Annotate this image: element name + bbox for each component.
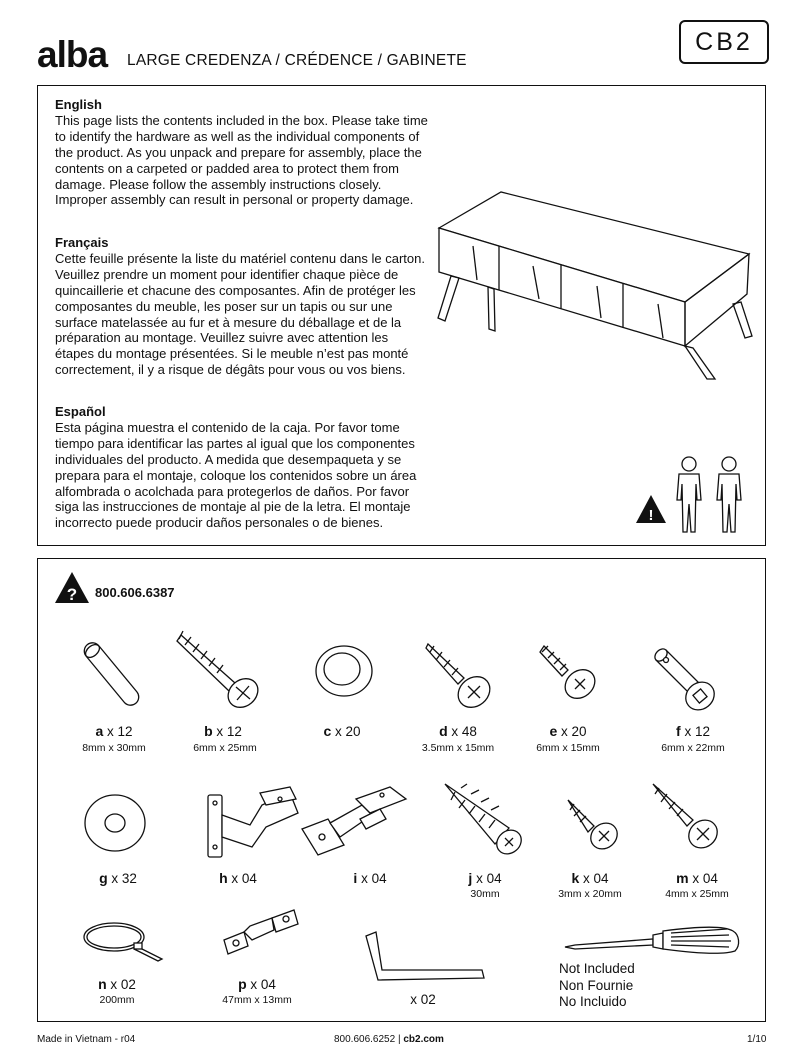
lang-heading: Français — [55, 235, 109, 250]
brand-name: alba — [37, 34, 108, 75]
part-qty: x 12 — [684, 724, 710, 739]
part-size-a: 8mm x 30mm — [82, 742, 146, 754]
instructions-french — [55, 235, 430, 378]
part-letter: g — [99, 870, 108, 886]
product-title: LARGE CREDENZA / CRÉDENCE / GABINETE — [127, 52, 467, 69]
lang-heading: English — [55, 97, 102, 112]
warning-glyph: ! — [648, 507, 654, 524]
not-included-en: Not Included — [559, 961, 635, 976]
part-label-i — [310, 870, 430, 886]
footer-phone: 800.606.6252 — [334, 1034, 396, 1045]
part-letter: m — [676, 870, 689, 886]
part-qty: x 02 — [410, 992, 436, 1007]
part-qty: x 48 — [451, 724, 477, 739]
instructions-spanish — [55, 404, 430, 531]
not-included-fr: Non Fournie — [559, 977, 634, 993]
not-included-note — [559, 961, 635, 1011]
part-qty: x 12 — [107, 724, 133, 739]
part-label-g — [58, 870, 178, 886]
instructions-panel — [37, 85, 766, 546]
part-size-d: 3.5mm x 15mm — [421, 742, 495, 754]
part-letter: j — [468, 870, 473, 886]
part-label-d — [398, 723, 518, 739]
part-label-n — [57, 976, 177, 992]
part-size-p: 47mm x 13mm — [222, 994, 292, 1006]
part-letter: a — [95, 723, 104, 739]
footer-site: cb2.com — [403, 1034, 444, 1045]
warning-icon — [635, 494, 667, 524]
screw-d-icon — [424, 640, 496, 712]
part-size-j: 30mm — [470, 888, 500, 900]
part-size-k: 3mm x 20mm — [558, 888, 622, 900]
part-letter: k — [571, 870, 580, 886]
part-label-allen-key — [363, 991, 483, 1007]
instructions-english — [55, 97, 430, 208]
not-included-es: No Incluido — [559, 994, 627, 1009]
part-qty: x 20 — [335, 724, 361, 739]
part-letter: p — [238, 976, 247, 992]
part-label-p — [197, 976, 317, 992]
lang-heading: Español — [55, 404, 106, 419]
cable-tie-n-icon — [80, 917, 164, 961]
part-qty: x 04 — [692, 871, 718, 886]
hinge-i-icon — [300, 785, 410, 860]
part-letter: i — [353, 870, 358, 886]
lang-text: Esta página muestra el contenido de la caja. Por favor tome tiempo para identificar las partes al igual que los componentes individuales del producto. A medida que desempaqueta y se prepara para el montaje, coloque los contenidos sobre un área alfombrada o acolchada para protegerlos de daños. Por favor siga las instrucciones de montaje al pie de la letra. El montaje incorrecto puede producir daños personales o de bienes. — [55, 419, 417, 531]
washer-g-icon — [82, 792, 148, 854]
part-letter: b — [204, 723, 213, 739]
part-label-h — [178, 870, 298, 886]
credenza-illustration — [433, 186, 753, 386]
part-qty: x 04 — [361, 871, 387, 886]
part-qty: x 04 — [250, 977, 276, 992]
lang-text: This page lists the contents included in the box. Please take time to identify the hardware as well as the individual components of the product. As you unpack and prepare for assembly, place the contents on a carpeted or padded area to protect them from damage. Please follow the assembly instructions closely. Improper assembly can result in personal or property damage. — [55, 112, 428, 208]
footer-origin: Made in Vietnam - r04 — [37, 1034, 136, 1045]
part-size-b: 6mm x 25mm — [193, 742, 257, 754]
part-letter: d — [439, 723, 448, 739]
part-label-m — [637, 870, 757, 886]
screw-k-icon — [566, 798, 624, 856]
screw-m-icon — [651, 782, 723, 854]
connector-bolt-f-icon — [652, 648, 722, 714]
part-qty: x 04 — [583, 871, 609, 886]
hinge-h-icon — [200, 785, 300, 865]
part-qty: x 02 — [110, 977, 136, 992]
footer-contact — [334, 1034, 444, 1045]
allen-key-icon — [362, 930, 488, 988]
part-label-c — [282, 723, 402, 739]
two-people-icon — [671, 454, 751, 534]
part-letter: c — [323, 723, 332, 739]
screw-b-icon — [175, 625, 265, 715]
part-letter: f — [676, 723, 681, 739]
part-qty: x 32 — [111, 871, 137, 886]
part-size-f: 6mm x 22mm — [661, 742, 725, 754]
support-phone: 800.606.6387 — [95, 585, 175, 600]
part-size-e: 6mm x 15mm — [536, 742, 600, 754]
screwdriver-icon — [563, 925, 743, 965]
footer-page-number: 1/10 — [747, 1034, 767, 1045]
part-label-j — [425, 870, 545, 886]
dowel-icon — [80, 640, 150, 710]
part-qty: x 12 — [216, 724, 242, 739]
part-qty: x 04 — [231, 871, 257, 886]
part-qty: x 04 — [476, 871, 502, 886]
part-letter: h — [219, 870, 228, 886]
help-glyph: ? — [66, 585, 78, 604]
part-label-a — [54, 723, 174, 739]
screw-e-icon — [538, 642, 600, 704]
cb2-logo: CB2 — [679, 20, 769, 64]
part-label-b — [163, 723, 283, 739]
part-qty: x 20 — [561, 724, 587, 739]
washer-c-icon — [312, 641, 376, 701]
part-size-m: 4mm x 25mm — [665, 888, 729, 900]
part-letter: n — [98, 976, 107, 992]
part-label-e — [508, 723, 628, 739]
help-icon — [54, 571, 90, 604]
part-label-f — [633, 723, 753, 739]
lang-text: Cette feuille présente la liste du matériel contenu dans le carton. Veuillez prendre un moment pour identifier chaque pièce de quincaillerie et chacune des composantes. Afin de protéger les composantes du meuble, les poser sur un tapis ou sur une surface matelassée au fur et à mesure du déballage et de la préparation au montage. Veuillez suivre avec attention les étapes du montage présentées. Si le meuble n’est pas monté correctement, il y a risque de dégâts pour vous ou vos biens. — [55, 250, 425, 378]
part-letter: e — [549, 723, 558, 739]
bracket-p-icon — [222, 910, 302, 964]
wall-anchor-j-icon — [443, 782, 527, 866]
part-label-k — [530, 870, 650, 886]
footer-separator: | — [397, 1034, 401, 1045]
part-size-n: 200mm — [99, 994, 135, 1006]
